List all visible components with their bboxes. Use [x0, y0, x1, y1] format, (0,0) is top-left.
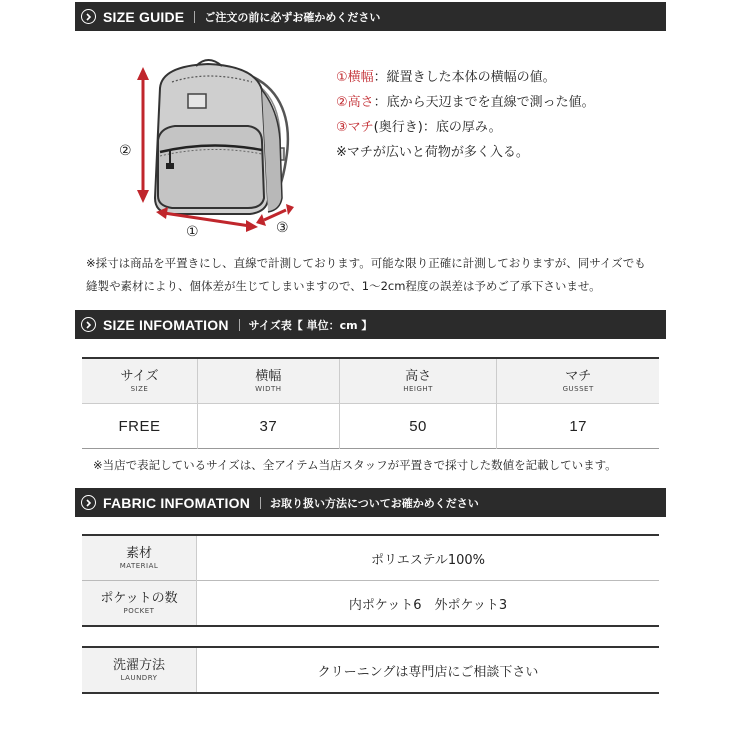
pocket-value: 内ポケット6 外ポケット3	[197, 581, 660, 627]
measure-note-line1: ※採寸は商品を平置きにし、直線で計測しております。可能な限り正確に計測しておりますが、同サイズでも	[86, 256, 646, 270]
figure-label-width: ①	[186, 224, 199, 240]
material-label: 素材 MATERIAL	[82, 535, 197, 581]
table-row	[82, 404, 659, 449]
size-info-header	[75, 310, 666, 339]
table-row	[82, 647, 659, 693]
fabric-table	[82, 534, 659, 627]
header-cell: マチ GUSSET	[497, 358, 659, 404]
size-note: ※当店で表記しているサイズは、全アイテム当店スタッフが平置きで採寸した数値を記載しています。	[93, 458, 617, 472]
header-cell: サイズ SIZE	[82, 358, 198, 404]
section-title: FABRIC INFOMATION	[103, 494, 251, 511]
gusset-value: 17	[497, 404, 659, 449]
width-value: 37	[198, 404, 340, 449]
chevron-right-icon	[81, 317, 96, 332]
laundry-label: 洗濯方法 LAUNDRY	[82, 647, 197, 693]
figure-label-height: ②	[119, 143, 132, 159]
section-subtitle: ご注文の前に必ずお確かめください	[204, 10, 381, 24]
section-title: SIZE GUIDE	[103, 8, 185, 25]
table-header-row	[82, 358, 659, 404]
header-cell: 横幅 WIDTH	[198, 358, 340, 404]
section-title: SIZE INFOMATION	[103, 316, 229, 333]
height-value: 50	[339, 404, 497, 449]
fabric-info-header	[75, 488, 666, 517]
point-height: ②高さ：底から天辺までを直線で測った値。	[336, 95, 595, 110]
point-depth: ③マチ(奥行き)：底の厚み。	[336, 120, 502, 135]
chevron-right-icon	[81, 9, 96, 24]
point-width: ①横幅：縦置きした本体の横幅の値。	[336, 70, 556, 85]
point-extra-note: ※マチが広いと荷物が多く入る。	[336, 145, 529, 160]
measure-note-line2: 縫製や素材により、個体差が生じてしまいますので、1〜2cm程度の誤差は予めご了承下さいませ。	[86, 279, 601, 293]
size-guide-header	[75, 2, 666, 31]
backpack-illustration	[112, 56, 312, 246]
laundry-value: クリーニングは専門店にご相談下さい	[197, 647, 660, 693]
size-value: FREE	[118, 417, 161, 435]
section-subtitle: サイズ表【 単位：cm 】	[248, 318, 373, 332]
laundry-table	[82, 646, 659, 694]
header-cell: 高さ HEIGHT	[339, 358, 497, 404]
pocket-label: ポケットの数 POCKET	[82, 581, 197, 627]
chevron-right-icon	[81, 495, 96, 510]
section-subtitle: お取り扱い方法についてお確かめください	[270, 496, 479, 510]
figure-label-depth: ③	[276, 220, 289, 236]
material-value: ポリエステル100%	[197, 535, 660, 581]
size-table	[82, 357, 659, 449]
table-row	[82, 581, 659, 627]
table-row	[82, 535, 659, 581]
